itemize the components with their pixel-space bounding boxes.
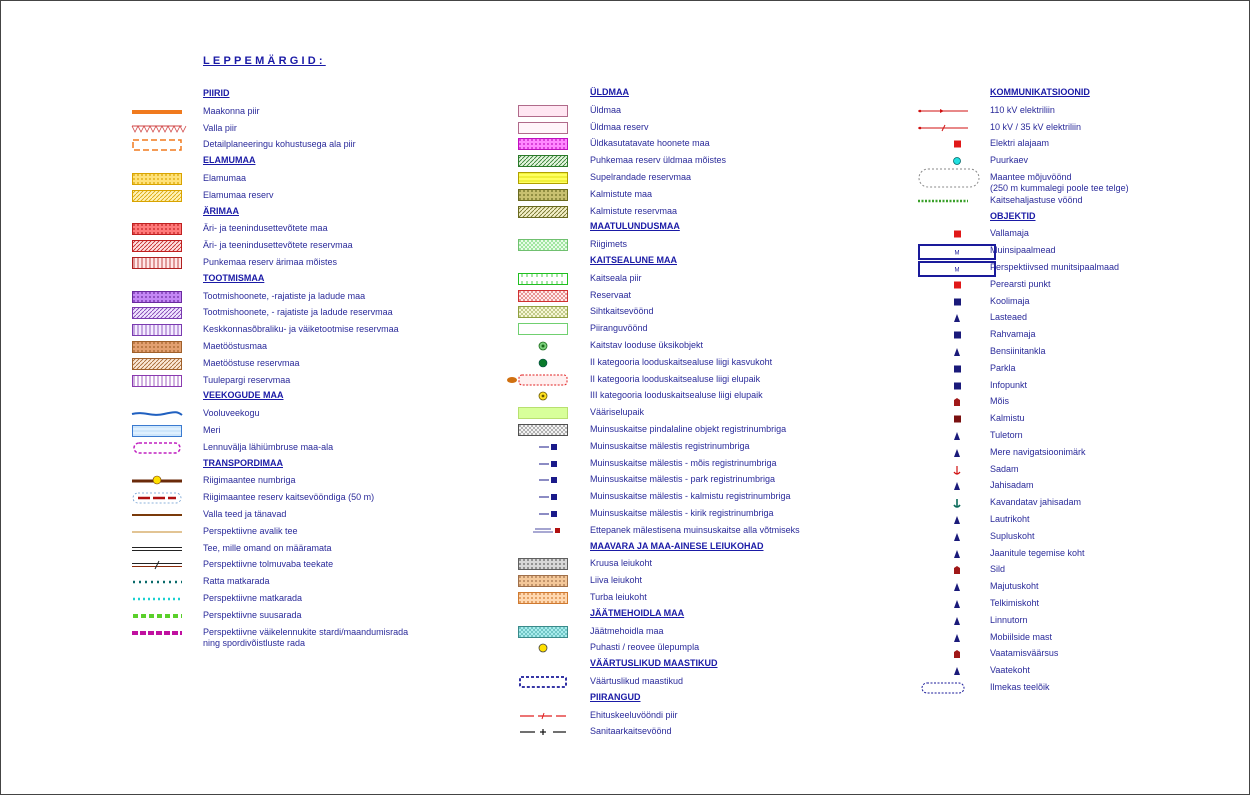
legend-item [918,345,1250,359]
legend-label: Majutuskoht [990,581,1039,592]
legend-label: Rahvamaja [990,329,1036,340]
legend-item [518,490,898,504]
legend-label: Üldmaa [590,104,622,115]
legend-symbol-line-river [132,408,212,422]
legend-symbol-tiny-navy [518,491,598,505]
legend-label: Lasteaed [990,312,1028,323]
legend-symbol-ico-navy [918,598,998,612]
legend-item [518,356,898,370]
legend-symbol-line-green-dotted [918,195,998,209]
legend-symbol-line-red-arrow [918,105,998,119]
legend-symbol-fill-yellow-hatch [132,190,212,204]
legend-label: Lennuvälja lähiümbruse maa-ala [203,441,334,452]
legend-label: Mõis [990,396,1010,407]
legend-label: II kategooria looduskaitsealuse liigi elupaik [590,373,761,384]
legend-item [518,423,898,437]
legend-item [518,440,898,454]
legend-symbol-dot-green-solid [518,357,598,371]
legend-label: Maetööstusmaa [203,341,268,351]
legend-symbol-fill-gray-cross [518,424,598,438]
legend-item [518,389,898,403]
legend-item [132,189,512,203]
legend-label: Ilmekas teelõik [990,682,1050,692]
legend-label: Perspektiivne tolmuvaba teekate [203,559,334,570]
legend-item [918,580,1250,594]
legend-item [518,272,898,286]
legend-symbol-tiny-navy [518,458,598,472]
legend-label: Koolimaja [990,295,1030,306]
legend-symbol-line-red-slash [518,710,598,724]
legend-symbol-box-navy-round-dashed [918,682,998,696]
legend-item [132,474,512,488]
legend-symbol-line-double [132,543,212,557]
legend-label: Keskkonnasõbraliku- ja väiketootmise reservmaa [203,324,399,335]
legend-label: Tootmishoonete, - rajatiste ja ladude reservmaa [203,307,393,318]
legend-symbol-fill-olive-dots [518,189,598,203]
section-header: PIIRANGUD [590,691,641,702]
legend-symbol-fill-red-vertical [132,257,212,271]
legend-symbol-line-red-zigzag [132,123,212,137]
legend-item [132,239,512,253]
legend-label: Vaatamisväärsus [990,648,1059,659]
legend-symbol-sq-maroon [918,413,998,427]
legend-item [132,306,512,320]
legend-item [918,278,1250,292]
legend-symbol-box-gray-round [918,172,998,186]
legend-symbol-fill-green-cross [518,239,598,253]
legend-symbol-ico-navy [918,480,998,494]
legend-label: Supluskoht [990,530,1035,541]
section-header: ÜLDMAA [590,87,629,97]
legend-label: Riigimets [590,239,628,250]
legend-symbol-dot-yellow-circle [518,390,598,404]
legend-label: Maetööstuse reservmaa [203,357,300,368]
legend-label: Kalmistute maa [590,188,653,199]
legend-item [518,104,898,118]
section-header: MAATULUNDUSMAA [590,221,680,232]
legend-item [132,105,512,119]
section-header: VÄÄRTUSLIKUD MAASTIKUD [590,658,718,669]
legend-label: Sild [990,564,1006,575]
legend-item [918,311,1250,325]
legend-label: Puhasti / reovee ülepumpla [590,642,700,653]
legend-symbol-fill-red-dots [132,223,212,237]
legend-item [918,631,1250,645]
legend-symbol-sq-navy [918,363,998,377]
legend-symbol-tiny-navy [518,474,598,488]
legend-item [518,709,898,723]
legend-item [918,681,1250,695]
legend-label: Perspektiivne avalik tee [203,525,298,536]
legend-symbol-line-magenta-dash [132,627,212,641]
legend-label: Ratta matkarada [203,576,270,587]
legend-label: Sanitaarkaitsevöönd [590,726,672,737]
legend-symbol-ico-maroon [918,396,998,410]
legend-label-line2: (250 m kummalegi poole tee telge) [990,183,1129,193]
legend-title: LEPPEMÄRGID: [203,55,326,67]
legend-item [132,138,512,152]
legend-symbol-ico-navy [918,632,998,646]
legend-item [918,137,1250,151]
section-header: TOOTMISMAA [203,272,265,283]
legend-item [918,664,1250,678]
legend-label: Muinsipaalmead [990,245,1056,256]
legend-symbol-fill-purple-vertical2 [132,375,212,389]
legend-label: Väärtuslikud maastikud [590,676,684,686]
legend-label: Perspektiivne suusarada [203,609,302,620]
legend-label: Elamumaa reserv [203,189,274,200]
legend-symbol-line-tan [132,526,212,540]
legend-item [132,626,512,648]
legend-item [918,463,1250,477]
legend-item [918,121,1250,135]
legend-label: Kruusa leiukoht [590,558,653,569]
legend-symbol-fill-tan-dots [518,575,598,589]
legend-item [518,305,898,319]
legend-label: Ettepanek mälestisena muinsuskaitse alla võtmiseks [590,524,800,535]
legend-symbol-line-road-reserve [132,492,212,506]
legend-symbol-ico-navy [918,312,998,326]
legend-label: Üldmaa reserv [590,121,649,132]
legend-label: Perspektiivne väikelennukite stardi/maandumisrada [203,626,409,637]
legend-symbol-ico-navy [918,430,998,444]
legend-symbol-line-cyan-dots [132,593,212,607]
legend-symbol-fill-purple-vertical [132,324,212,338]
legend-item [918,446,1250,460]
legend-symbol-fill-olive-cross [518,306,598,320]
legend-label: Muinsuskaitse mälestis - kirik registrinumbriga [590,508,774,518]
legend-item [132,256,512,270]
legend-item [918,227,1250,241]
legend-label: Vaatekoht [990,665,1030,676]
legend-label: Tuletorn [990,430,1023,440]
legend-item [918,563,1250,577]
legend-symbol-tiny-navy [518,441,598,455]
legend-label: Bensiinitankla [990,346,1046,356]
legend-symbol-fill-red-cross [518,290,598,304]
legend-item [132,542,512,556]
legend-label: Kalmistu [990,413,1025,424]
legend-label: Sadam [990,463,1019,474]
legend-item [132,592,512,606]
legend-item [518,188,898,202]
legend-label: Parkla [990,362,1016,373]
legend-symbol-ico-navy [918,665,998,679]
legend-label: Muinsuskaitse mälestis - park registrinumbriga [590,474,776,485]
legend-label: Mobiilside mast [990,631,1053,642]
legend-item [918,479,1250,493]
legend-label: Jäätmehoidla maa [590,625,664,636]
legend-label: Supelrandade reservmaa [590,172,692,182]
legend-symbol-fill-lime [518,407,598,421]
legend-label: Valla teed ja tänavad [203,509,287,519]
legend-label: Mere navigatsioonimärk [990,446,1086,457]
section-header: ÄRIMAA [203,205,239,216]
section-header: MAAVARA JA MAA-AINESE LEIUKOHAD [590,540,764,551]
legend-symbol-line-green-dash [132,610,212,624]
legend-label: Ehituskeeluvööndi piir [590,709,678,720]
legend-item [132,222,512,236]
legend-item [918,412,1250,426]
legend-symbol-fill-green-hatch [518,155,598,169]
legend-item [918,547,1250,561]
legend-label: Vooluveekogu [203,408,260,419]
legend-symbol-sq-navy [918,329,998,343]
legend-symbol-fill-red-hatch [132,240,212,254]
legend-item [132,374,512,388]
legend-symbol-box-dashed-orange [132,139,212,153]
legend-item [132,172,512,186]
legend-item [132,575,512,589]
legend-symbol-ico-navy [918,581,998,595]
legend-label: Tuulepargi reservmaa [203,374,291,385]
legend-label: Muinsuskaitse mälestis registrinumbriga [590,440,750,451]
legend-symbol-ico-teal [918,497,998,511]
legend-label: III kategooria looduskaitsealuse liigi elupaik [590,390,763,401]
legend-item [918,429,1250,443]
legend-symbol-box-navy-m [918,245,998,259]
legend-item [518,154,898,168]
legend-symbol-box-green-light [518,323,598,337]
legend-item [918,395,1250,409]
legend-item [132,323,512,337]
legend-item [518,507,898,521]
legend-item [918,379,1250,393]
legend-symbol-line-brown [132,509,212,523]
legend-item [518,137,898,151]
legend-item [132,491,512,505]
svg-text:M: M [954,250,960,257]
section-header: ELAMUMAA [203,155,256,166]
legend-symbol-fill-gray-dots [518,558,598,572]
legend-label: Jaanitule tegemise koht [990,547,1085,558]
legend-label: Linnutorn [990,614,1028,625]
legend-label: Piiranguvöönd [590,323,648,334]
legend-symbol-line-road-number [132,475,212,489]
legend-symbol-line-teal-dots [132,576,212,590]
legend-symbol-ico-maroon [918,648,998,662]
legend-item [918,647,1250,661]
legend-symbol-sq-navy [918,380,998,394]
legend-symbol-ico-navy [918,346,998,360]
legend-item [518,675,898,689]
legend-label: Puhkemaa reserv üldmaa mõistes [590,155,727,166]
legend-item [518,725,898,739]
legend-item [518,557,898,571]
legend-label: Telkimiskoht [990,598,1040,608]
legend-symbol-ico-navy [918,447,998,461]
legend-label: Äri- ja teenindusettevõtete maa [203,223,328,234]
legend-label: Riigimaantee reserv kaitsevööndiga (50 m) [203,492,375,503]
legend-symbol-fill-orange-dots [518,592,598,606]
legend-item [518,121,898,135]
legend-symbol-box-green-ticks [518,273,598,287]
legend-item [518,171,898,185]
legend-item [132,357,512,371]
legend-label: Lautrikoht [990,514,1030,524]
legend-item [918,614,1250,628]
legend-symbol-ico-red [918,464,998,478]
legend-symbol-fill-magenta-dots [518,138,598,152]
legend-label: Muinsuskaitse mälestis - kalmistu registrinumbriga [590,491,791,502]
legend-item [918,530,1250,544]
legend-label: Äri- ja teenindusettevõtete reservmaa [203,240,353,251]
legend-symbol-fill-brown-dots [132,341,212,355]
legend-label: Riigimaantee numbriga [203,475,296,486]
section-header: VEEKOGUDE MAA [203,390,284,401]
legend-symbol-dot-yellow [518,642,598,656]
legend-item [918,104,1250,118]
legend-label: Maakonna piir [203,105,260,116]
legend-label: Puurkaev [990,155,1029,166]
legend-label: Kalmistute reservmaa [590,205,678,216]
legend-label: Üldkasutatavate hoonete maa [590,138,710,149]
section-header: KOMMUNIKATSIOONID [990,87,1090,97]
legend-symbol-box-magenta-round [132,442,212,456]
legend-label: Detailplaneeringu kohustusega ala piir [203,139,356,150]
legend-symbol-fill-yellow-dots [132,173,212,187]
legend-item [518,473,898,487]
legend-item [518,524,898,538]
legend-label: Elamumaa [203,173,247,183]
svg-text:M: M [954,267,960,274]
legend-item [518,457,898,471]
legend-item [132,122,512,136]
legend-symbol-fill-purple-dots [132,291,212,305]
legend-label: Muinsuskaitse mälestis - mõis registrinumbriga [590,457,777,468]
legend-label: II kategooria looduskaitsealuse liigi kasvukoht [590,356,773,367]
legend-symbol-box-navy-dashed [518,676,598,690]
legend-item [518,406,898,420]
legend-label: Sihtkaitsevöönd [590,306,654,317]
legend-symbol-fill-yellow-stripes [518,172,598,186]
legend-symbol-ico-navy [918,548,998,562]
legend-symbol-dot-cyan [918,155,998,169]
section-header: OBJEKTID [990,210,1036,221]
legend-symbol-ico-navy [918,514,998,528]
legend-item [132,525,512,539]
legend-label: Kaitseala piir [590,272,642,283]
legend-label: Vallamaja [990,228,1029,239]
legend-item [132,441,512,455]
legend-item [132,424,512,438]
legend-item [132,290,512,304]
legend-item [518,373,898,387]
legend-symbol-tiny-red [518,525,598,539]
legend-label: Jahisadam [990,480,1034,491]
legend-label: Liiva leiukoht [590,575,643,586]
legend-item [518,574,898,588]
legend-item [518,625,898,639]
legend-symbol-ico-maroon [918,564,998,578]
legend-symbol-line-orange-thick [132,106,212,120]
section-header: PIIRID [203,88,230,98]
legend-label: 110 kV elektriliin [990,104,1055,115]
legend-symbol-sq-red [918,279,998,293]
legend-symbol-line-double-slash [132,559,212,573]
legend-symbol-fill-brown-hatch [132,358,212,372]
legend-symbol-fill-olive-hatch [518,206,598,220]
legend-label: Infopunkt [990,379,1028,390]
legend-symbol-ico-navy [918,615,998,629]
legend-symbol-line-black-plus [518,726,598,740]
section-header: JÄÄTMEHOIDLA MAA [590,607,685,618]
legend-symbol-sq-red [918,228,998,242]
legend-item [132,340,512,354]
legend-label: Perspektiivne matkarada [203,593,303,603]
legend-symbol-box-navy-m [918,262,998,276]
legend-label: Meri [203,425,221,435]
legend-label: Kaitsehaljastuse vöönd [990,194,1083,205]
legend-item [918,597,1250,611]
legend-symbol-sq-navy [918,296,998,310]
section-header: KAITSEALUNE MAA [590,255,677,265]
legend-label: Maantee mõjuvöönd [990,172,1072,182]
legend-item [918,328,1250,342]
legend-item [518,205,898,219]
legend-item [518,641,898,655]
legend-item [918,295,1250,309]
legend-symbol-ico-navy [918,531,998,545]
legend-symbol-fill-pink-light [518,122,598,136]
legend-label: Muinsuskaitse pindalaline objekt registrinumbriga [590,424,787,434]
legend-item [518,238,898,252]
legend-label: 10 kV / 35 kV elektriliin [990,121,1082,132]
legend-item [918,194,1250,208]
legend-symbol-dot-green-circle [518,340,598,354]
legend-label: Elektri alajaam [990,138,1050,149]
legend-item [132,407,512,421]
legend-label: Perspektiivsed munitsipaalmaad [990,262,1120,272]
legend-symbol-fill-blue-light [132,425,212,439]
legend-label: Tee, mille omand on määramata [203,542,332,553]
legend-symbol-tiny-navy [518,508,598,522]
legend-item [132,558,512,572]
legend-symbol-fill-purple-hatch [132,307,212,321]
section-header: TRANSPORDIMAA [203,457,283,468]
legend-item [518,339,898,353]
legend-symbol-box-red-dotted [518,374,598,388]
legend-label: Kaitstav looduse üksikobjekt [590,340,704,350]
legend-item [918,154,1250,168]
legend-label: Valla piir [203,122,237,133]
legend-item [132,508,512,522]
legend-item [132,609,512,623]
legend-item [918,261,1250,275]
legend-label: Turba leiukoht [590,592,647,602]
legend-symbol-line-red-slash-arrow [918,122,998,136]
legend-item [518,591,898,605]
legend-symbol-fill-pink [518,105,598,119]
legend-label: Vääriselupaik [590,407,645,418]
legend-item [918,171,1250,193]
legend-symbol-sq-red [918,138,998,152]
legend-item [918,513,1250,527]
legend-label-line2: ning spordivõistluste rada [203,637,306,648]
legend-label: Perearsti punkt [990,278,1051,289]
legend-item [918,362,1250,376]
legend-label: Punkemaa reserv ärimaa mõistes [203,257,338,267]
legend-label: Kavandatav jahisadam [990,497,1082,508]
legend-item [918,244,1250,258]
legend-item [518,322,898,336]
legend-label: Reservaat [590,289,632,300]
legend-symbol-fill-teal-cross [518,626,598,640]
legend-item [918,496,1250,510]
legend-label: Tootmishoonete, -rajatiste ja ladude maa [203,290,366,301]
legend-item [518,289,898,303]
